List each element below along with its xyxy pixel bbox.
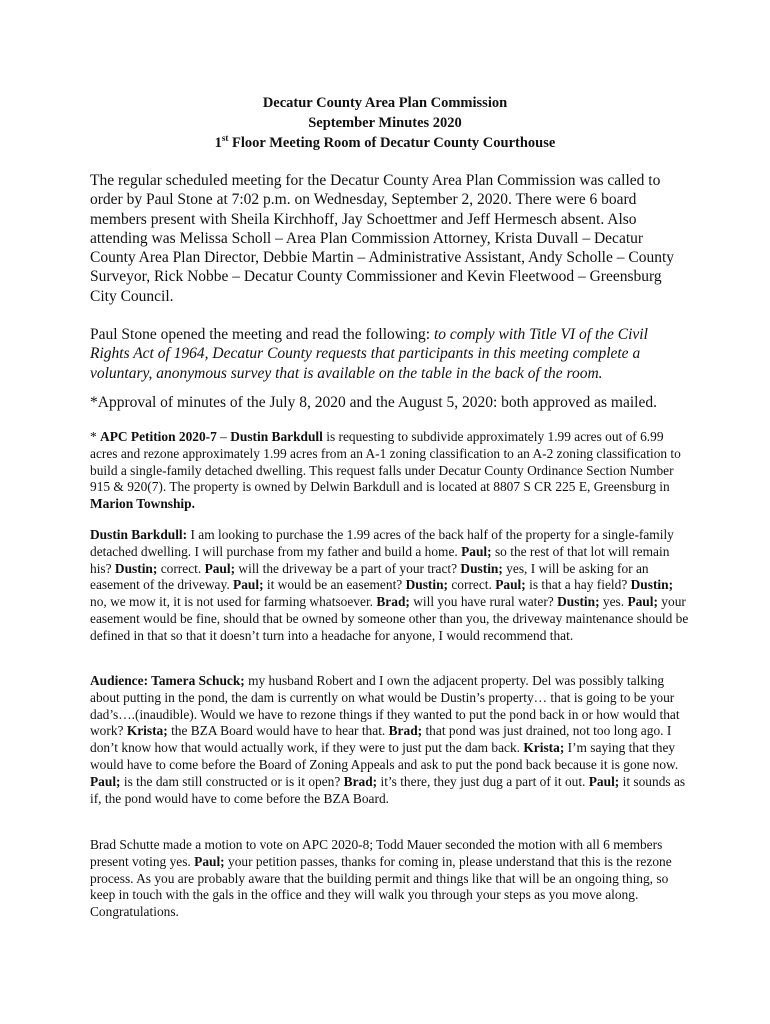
speaker-label: Dustin; [460, 560, 503, 576]
speech-text: the BZA Board would have to hear that. [167, 723, 389, 739]
speech-text: will the driveway be a part of your tract? [235, 560, 461, 576]
speech-text: your petition passes, thanks for coming in, please understand that this is the rezone process. As you are probably aware that the building permit and things like that will be an ongoing thing, so keep in touch with the gals in the office and they will walk you through your steps as you move along. Congratulations. [90, 853, 672, 920]
speech-text: correct. [448, 577, 496, 593]
speaker-label: Paul; [204, 560, 236, 576]
petitioner-name: Dustin Barkdull [230, 429, 323, 444]
speech-text: is that a hay field? [525, 577, 631, 593]
speech-text: your easement would be fine, should that be owned by someone other than you, the driveway maintenance should be defined in that so that it doesn’t turn into a headache for anyone, I would recommend that. [90, 594, 689, 643]
speaker-label: Dustin; [114, 560, 158, 576]
speaker-label: Dustin; [405, 577, 449, 593]
speech-text: that pond was just drained, not too long ago. I don’t know how that would actually work, if they were to just put the dam back. [90, 723, 672, 756]
opening-lead: Paul Stone opened the meeting and read the following: [90, 326, 434, 343]
speech-text: my husband Robert and I own the adjacent property. Del was possibly talking about putting in the pond, the dam is currently on what would be Dustin’s property… that is going to be your dad’s….(inaudible). Would we have to rezone things if they wanted to put the pond back in or how would that work? [90, 673, 680, 739]
speaker-label: Paul; [194, 853, 225, 869]
discussion-paragraph-2 [90, 673, 690, 807]
header-subtitle: September Minutes 2020 [308, 115, 462, 131]
speaker-label: Audience: Tamera Schuck; [90, 673, 245, 688]
petition-marker: * [90, 429, 101, 444]
motion-paragraph [90, 837, 690, 921]
speaker-label: Krista; [126, 723, 168, 739]
speech-text: will you have rural water? [409, 594, 558, 610]
speaker-label: Dustin; [630, 577, 674, 593]
document-header [0, 93, 770, 153]
speaker-label: Brad; [376, 594, 410, 610]
petition-township: Marion Township. [90, 496, 195, 512]
header-location [0, 133, 770, 153]
speaker-label: Paul; [495, 577, 526, 593]
petition-paragraph [90, 429, 690, 513]
petition-text: is requesting to subdivide approximately 1.99 acres out of 6.99 acres and rezone approximately 1.99 acres from an A-1 zoning classification to an A-2 zoning classification to build a single-family detached dwelling. This request falls under Decatur County Ordinance Section Number 915 & 920(7). The property is owned by Delwin Barkdull and is located at 8807 S CR 225 E, Greensburg in [90, 429, 681, 495]
speech-text: correct. [157, 560, 205, 576]
minutes-approval: *Approval of minutes of the July 8, 2020 and the August 5, 2020: both approved as mailed. [90, 394, 657, 411]
speaker-label: Paul; [90, 773, 121, 789]
speaker-label: Paul; [233, 577, 264, 593]
speaker-label: Krista; [523, 740, 565, 756]
speaker-label: Dustin Barkdull: [90, 527, 188, 542]
header-location-suffix: st [221, 133, 229, 144]
speech-text: so the rest of that lot will remain his? [90, 543, 670, 576]
speech-text: no, we mow it, it is not used for farming whatsoever. [90, 594, 377, 610]
speaker-label: Paul; [627, 594, 658, 610]
speech-text: Brad Schutte made a motion to vote on APC 2020-8; Todd Mauer seconded the motion with all 6 members present voting yes. [90, 837, 663, 869]
intro-paragraph: The regular scheduled meeting for the Decatur County Area Plan Commission was called to order by Paul Stone at 7:02 p.m. on Wednesday, September 2, 2020. There were 6 board members present with Sheila Kirchhoff, Jay Schoettmer and Jeff Hermesch absent. Also attending was Melissa Scholl – Area Plan Commission Attorney, Krista Duvall – Decatur County Area Plan Director, Debbie Martin – Administrative Assistant, Andy Scholle – County Surveyor, Rick Nobbe – Decatur County Commissioner and Kevin Fleetwood – Greensburg City Council. [90, 172, 675, 305]
speaker-label: Dustin; [557, 594, 600, 610]
header-title: Decatur County Area Plan Commission [262, 95, 508, 111]
speech-text: yes, I will be asking for an easement of the driveway. [90, 560, 649, 593]
speaker-label: Paul; [461, 543, 492, 559]
petition-dash: – [216, 429, 231, 444]
speech-text: yes. [599, 594, 628, 610]
speech-text: I am looking to purchase the 1.99 acres of the back half of the property for a single-family detached dwelling. I will purchase from my father and build a home. [90, 527, 674, 559]
speaker-label: Paul; [588, 773, 620, 789]
header-location-number: 1 [214, 135, 222, 151]
speech-text: I’m saying that they would have to come before the Board of Zoning Appeals and ask to put the pond back because it is gone now. [90, 740, 679, 772]
opening-paragraph [90, 325, 690, 383]
speech-text: it sounds as if, the pond would have to come before the BZA Board. [90, 773, 686, 806]
speech-text: is the dam still constructed or is it open? [120, 773, 344, 789]
speaker-label: Brad; [343, 773, 378, 789]
speaker-label: Brad; [388, 723, 423, 739]
header-location-text: Floor Meeting Room of Decatur County Courthouse [228, 135, 556, 151]
speech-text: it would be an easement? [263, 577, 406, 593]
discussion-paragraph-1 [90, 527, 690, 645]
civil-rights-statement: to comply with Title VI of the Civil Rights Act of 1964, Decatur County requests that participants in this meeting complete a voluntary, anonymous survey that is available on the table in the back of the room. [90, 326, 648, 382]
speech-text: it’s there, they just dug a part of it out. [377, 773, 589, 789]
petition-id: APC Petition 2020-7 [100, 429, 217, 444]
